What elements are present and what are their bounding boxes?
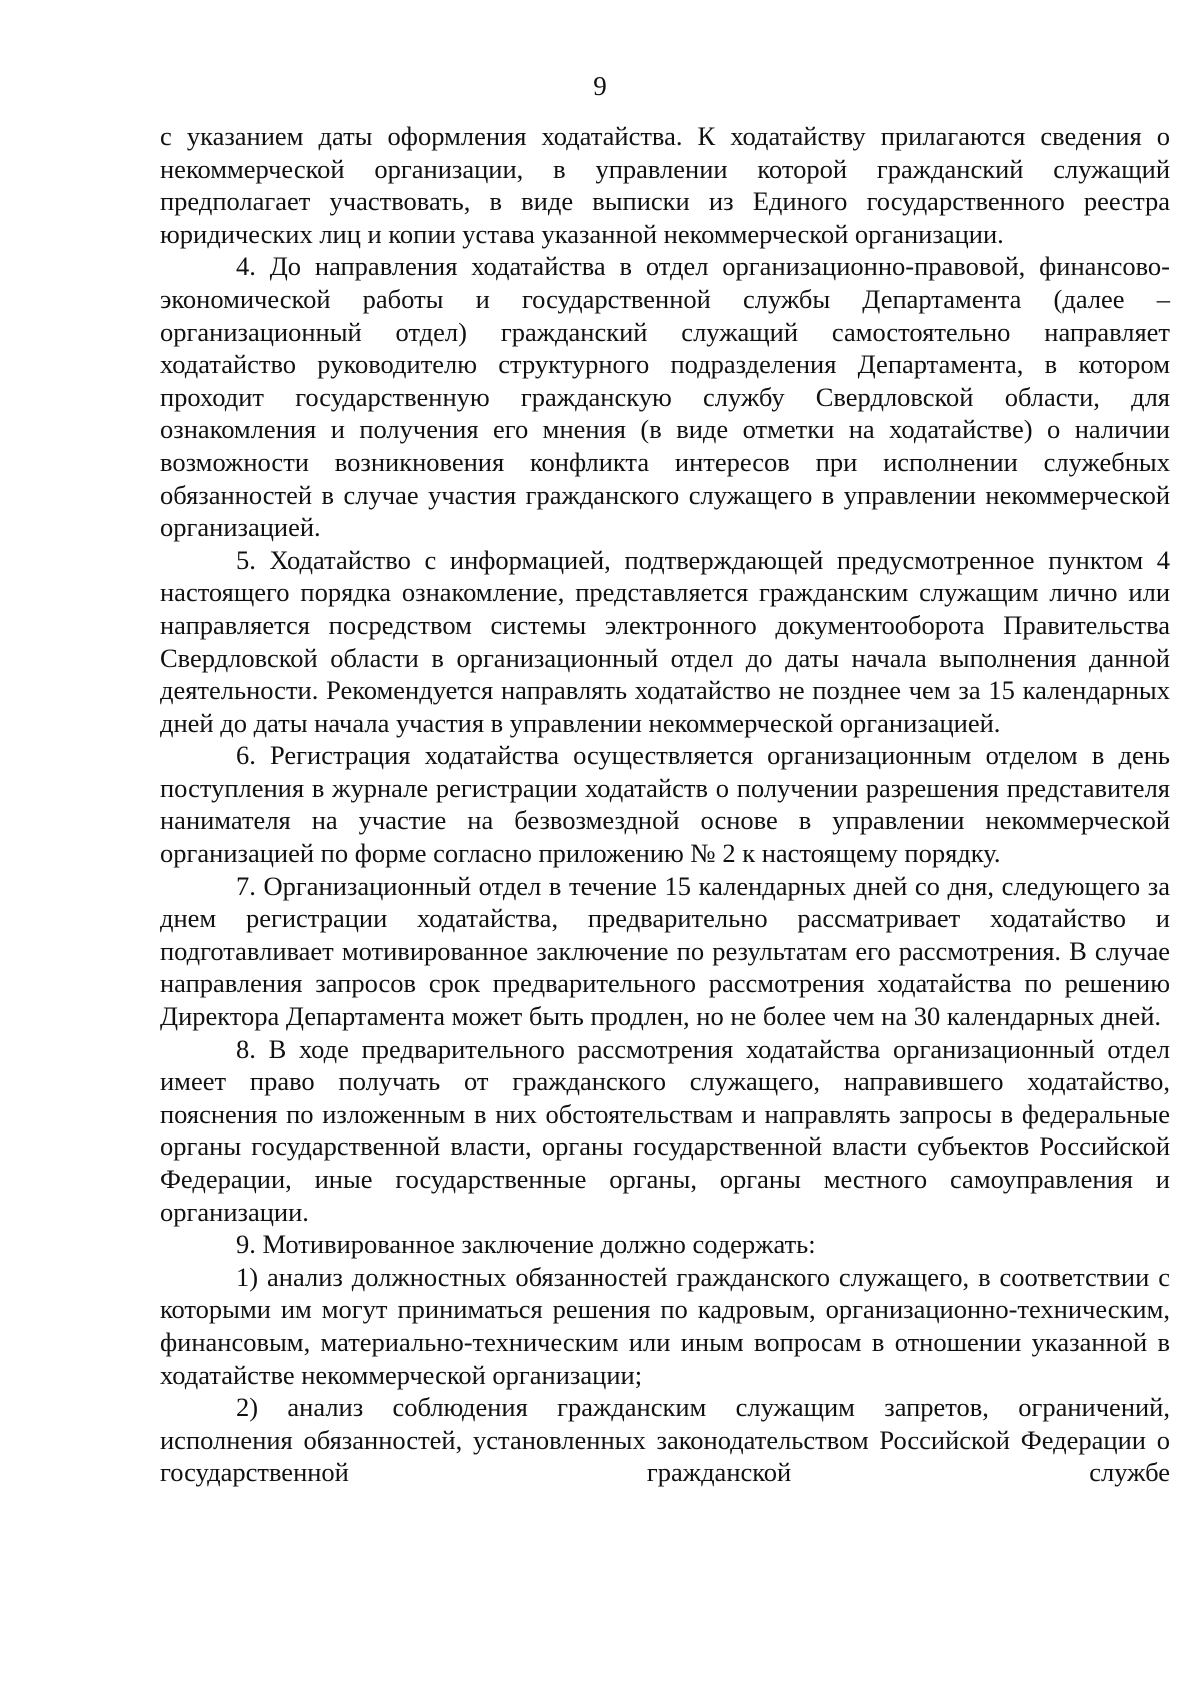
paragraph-item-9: 9. Мотивированное заключение должно содержать: — [236, 1229, 816, 1260]
page-number: 9 — [593, 71, 607, 101]
paragraph-item-6: 6. Регистрация ходатайства осуществляется организационным отделом в день поступления в журнале регистрации ходатайств о получении разрешения представителя нанимателя на участие на безвозмездной основе в управлении некоммерческой организацией по форме согласно приложению № 2 к настоящему порядку. — [160, 740, 1170, 869]
paragraph-subitem-2: 2) анализ соблюдения гражданским служащим запретов, ограничений, исполнения обязанностей, установленных законодательством Российской Федерации о государственной гражданской службе — [160, 1392, 1170, 1488]
paragraph-item-5: 5. Ходатайство с информацией, подтверждающей предусмотренное пунктом 4 настоящего порядка ознакомление, представляется гражданским служащим лично или направляется посредством системы электронного документооборота Правительства Свердловской области в организационный отдел до даты начала выполнения данной деятельности. Рекомендуется направлять ходатайство не позднее чем за 15 календарных дней до даты начала участия в управлении некоммерческой организацией. — [160, 544, 1170, 738]
paragraph-continuation: с указанием даты оформления ходатайства. К ходатайству прилагаются сведения о некоммерческой организации, в управлении которой гражданский служащий предполагает участвовать, в виде выписки из Единого государственного реестра юридических лиц и копии устава указанной некоммерческой организации. — [160, 121, 1170, 249]
paragraph-item-7: 7. Организационный отдел в течение 15 календарных дней со дня, следующего за днем регистрации ходатайства, предварительно рассматривает ходатайство и подготавливает мотивированное заключение по результатам его рассмотрения. В случае направления запросов срок предварительного рассмотрения ходатайства по решению Директора Департамента может быть продлен, но не более чем на 30 календарных дней. — [160, 870, 1170, 1032]
document-body — [160, 120, 1170, 1489]
paragraph-item-4: 4. До направления ходатайства в отдел организационно-правовой, финансово-экономической работы и государственной службы Департамента (далее – организационный отдел) гражданский служащий самостоятельно направляет ходатайство руководителю структурного подразделения Департамента, в котором проходит государственную гражданскую службу Свердловской области, для ознакомления и получения его мнения (в виде отметки на ходатайстве) о наличии возможности возникновения конфликта интересов при исполнении служебных обязанностей в случае участия гражданского служащего в управлении некоммерческой организацией. — [160, 251, 1170, 543]
paragraph-item-8: 8. В ходе предварительного рассмотрения ходатайства организационный отдел имеет право получать от гражданского служащего, направившего ходатайство, пояснения по изложенным в них обстоятельствам и направлять запросы в федеральные органы государственной власти, органы государственной власти субъектов Российской Федерации, иные государственные органы, органы местного самоуправления и организации. — [160, 1033, 1170, 1227]
paragraph-subitem-1: 1) анализ должностных обязанностей гражданского служащего, в соответствии с которыми им могут приниматься решения по кадровым, организационно-техническим, финансовым, материально-техническим или иным вопросам в отношении указанной в ходатайстве некоммерческой организации; — [160, 1261, 1170, 1390]
